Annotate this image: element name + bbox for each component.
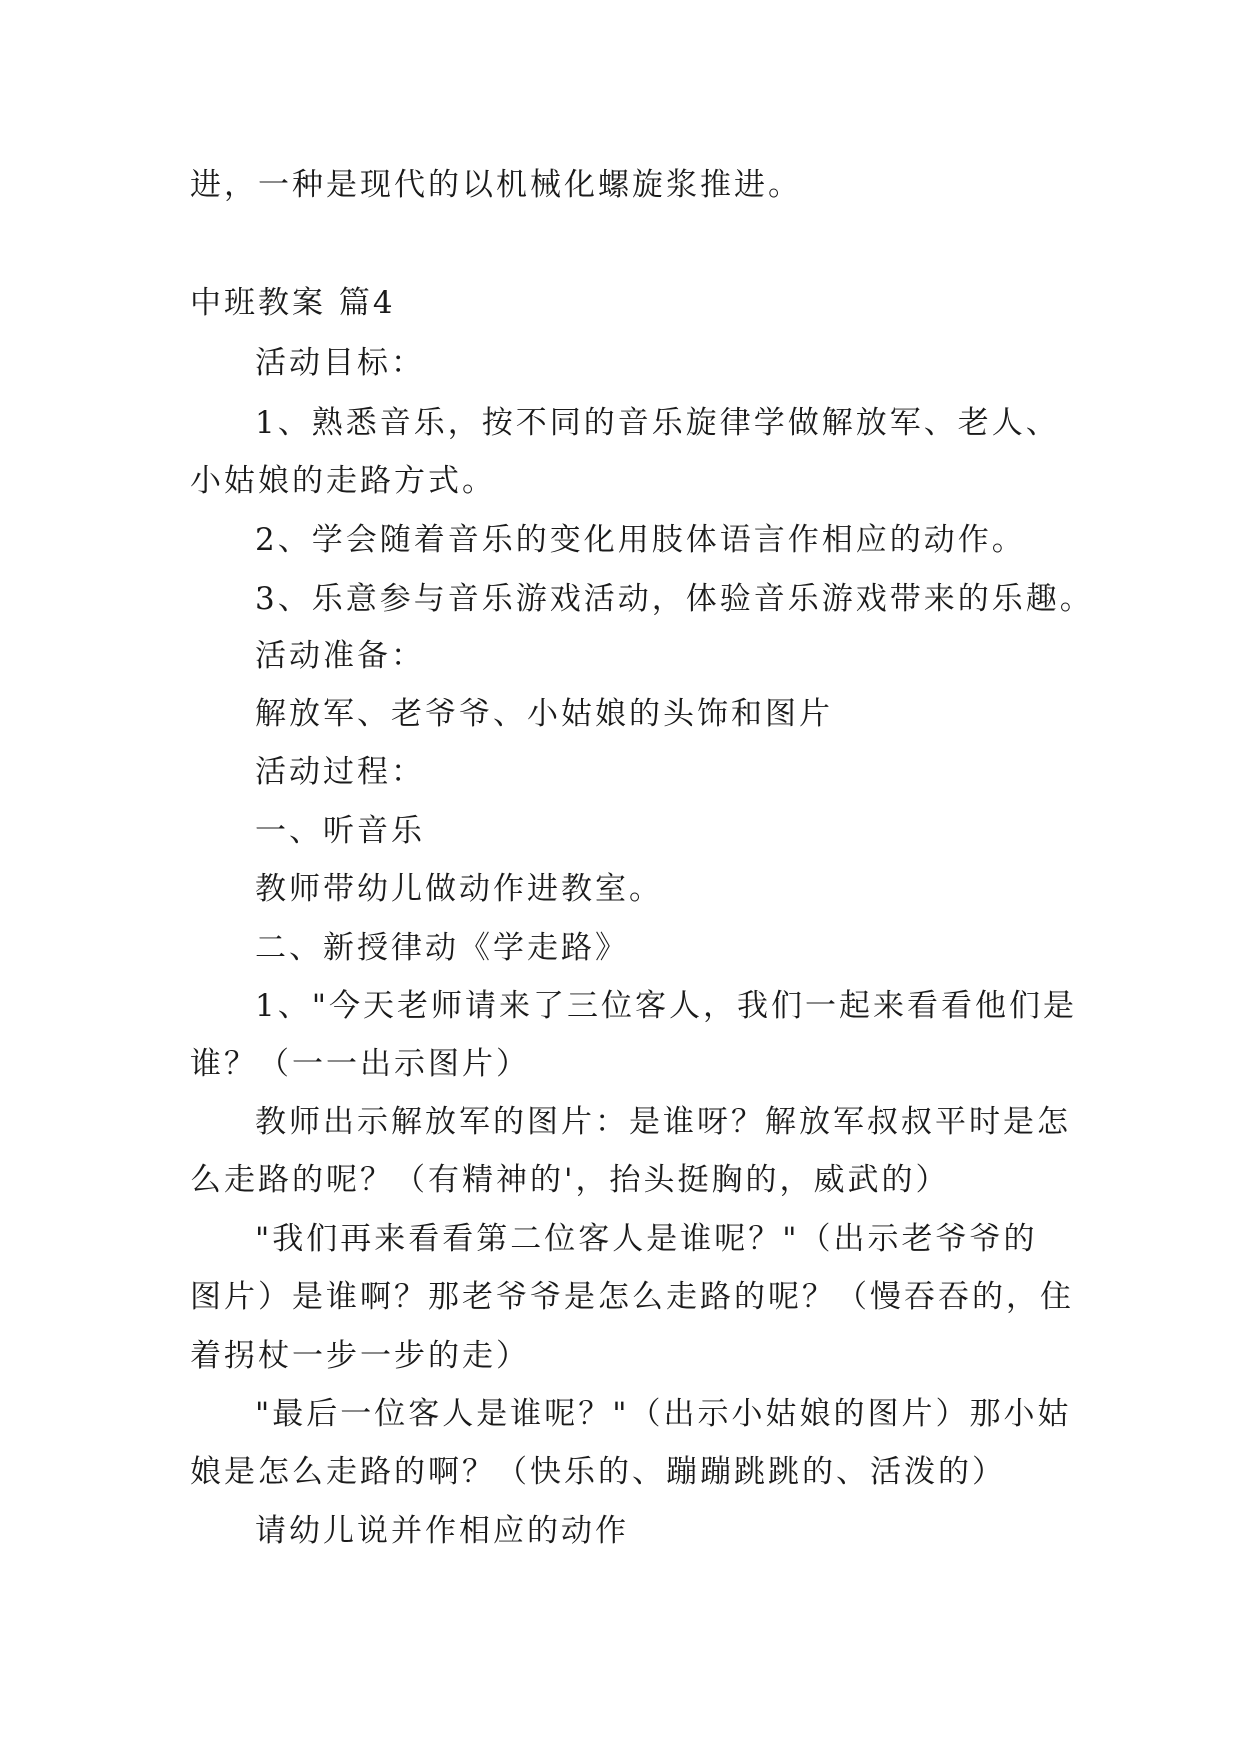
paragraph-line: 活动准备： — [255, 638, 425, 674]
paragraph-line: 图片）是谁啊？那老爷爷是怎么走路的呢？（慢吞吞的，住 — [190, 1279, 1074, 1315]
paragraph-line: 二、新授律动《学走路》 — [255, 930, 629, 966]
paragraph-line: 一、听音乐 — [255, 813, 425, 849]
paragraph-line: 进，一种是现代的以机械化螺旋浆推进。 — [190, 167, 802, 203]
paragraph-line: 么走路的呢？（有精神的'，抬头挺胸的，威武的） — [190, 1162, 950, 1198]
paragraph-line: 娘是怎么走路的啊？（快乐的、蹦蹦跳跳的、活泼的） — [190, 1454, 1006, 1490]
paragraph-line: 活动目标： — [255, 345, 425, 381]
paragraph-line: 小姑娘的走路方式。 — [190, 463, 496, 499]
paragraph-line: 教师带幼儿做动作进教室。 — [255, 871, 663, 907]
paragraph-line: 教师出示解放军的图片：是谁呀？解放军叔叔平时是怎 — [255, 1104, 1071, 1140]
paragraph-line: "最后一位客人是谁呢？"（出示小姑娘的图片）那小姑 — [255, 1396, 1072, 1432]
paragraph-line: "我们再来看看第二位客人是谁呢？"（出示老爷爷的 — [255, 1221, 1038, 1257]
paragraph-line: 着拐杖一步一步的走） — [190, 1338, 530, 1374]
paragraph-line: 1、熟悉音乐，按不同的音乐旋律学做解放军、老人、 — [255, 405, 1060, 441]
paragraph-line: 解放军、老爷爷、小姑娘的头饰和图片 — [255, 696, 833, 732]
paragraph-line: 请幼儿说并作相应的动作 — [255, 1513, 629, 1549]
paragraph-line: 2、学会随着音乐的变化用肢体语言作相应的动作。 — [255, 522, 1026, 558]
paragraph-line: 1、"今天老师请来了三位客人，我们一起来看看他们是 — [255, 988, 1077, 1024]
paragraph-line: 3、乐意参与音乐游戏活动，体验音乐游戏带来的乐趣。 — [255, 581, 1094, 617]
paragraph-line: 谁？（一一出示图片） — [190, 1046, 530, 1082]
paragraph-line: 活动过程： — [255, 754, 425, 790]
section-heading: 中班教案 篇4 — [190, 285, 396, 321]
